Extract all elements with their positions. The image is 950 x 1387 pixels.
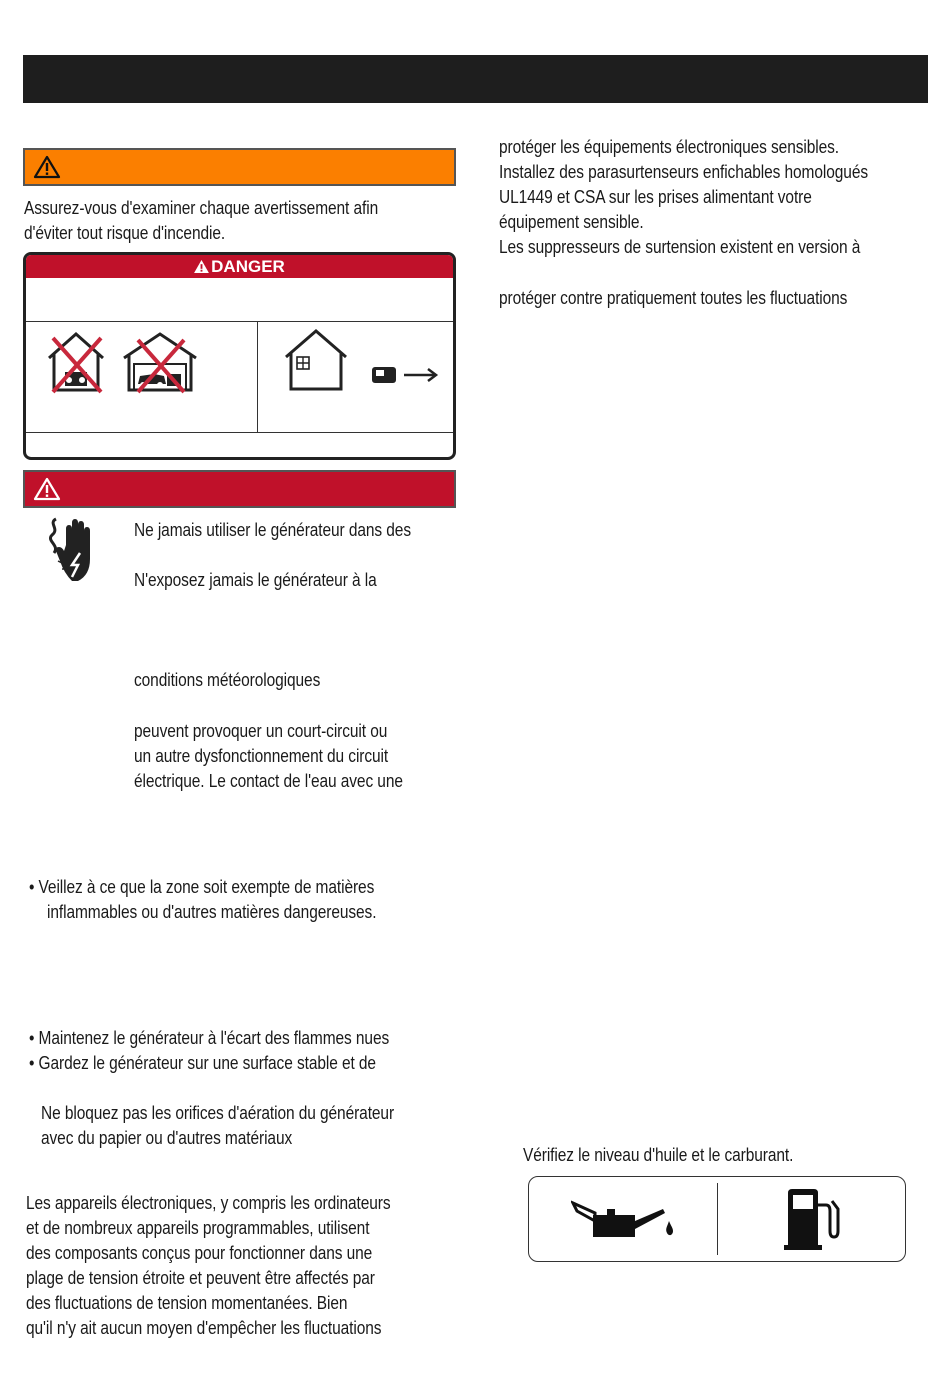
electronics-text-line: des composants conçus pour fonctionner dans une [26,1243,373,1263]
surge-text-line: équipement sensible. [499,212,644,232]
surge-text-line: Installez des parasurtenseurs enfichables homologués [499,162,868,182]
bullet-item-continued: inflammables ou d'autres matières dangereuses. [47,902,377,922]
vent-text-line: Ne bloquez pas les orifices d'aération du générateur [41,1103,395,1123]
check-text: Vérifiez le niveau d'huile et le carburant. [523,1145,794,1165]
surge-text-line: protéger les équipements électroniques sensibles. [499,137,839,157]
surge-text-line: UL1449 et CSA sur les prises alimentant votre [499,187,812,207]
danger-label: DANGER [211,257,285,276]
surge-text-line: Les suppresseurs de surtension existent en version à [499,237,861,257]
warning-triangle-icon [33,477,61,501]
danger-header [26,255,453,278]
warning-triangle-icon [194,260,209,273]
shock-text-line: Ne jamais utiliser le générateur dans des [134,520,411,540]
divider [717,1183,718,1255]
bullet-item: • Maintenez le générateur à l'écart des flammes nues [29,1028,390,1048]
vent-text-line: avec du papier ou d'autres matériaux [41,1128,293,1148]
caution-bar [23,148,456,186]
divider [26,432,453,433]
oil-fuel-check-panel [528,1176,906,1262]
electronics-text-line: qu'il n'y ait aucun moyen d'empêcher les fluctuations [26,1318,382,1338]
electric-shock-hand-icon [44,515,106,585]
electronics-text-line: des fluctuations de tension momentanées. Bien [26,1293,348,1313]
bullet-item: • Gardez le générateur sur une surface stable et de [29,1053,376,1073]
warning-bar [23,470,456,508]
warning-triangle-icon [33,155,61,179]
intro-line: d'éviter tout risque d'incendie. [24,223,226,243]
divider [257,321,258,432]
no-garage-icon [120,330,200,396]
intro-line: Assurez-vous d'examiner chaque avertissement afin [24,198,379,218]
outdoor-house-icon [282,327,350,393]
shock-text-line: N'exposez jamais le générateur à la [134,570,377,590]
divider [26,321,453,322]
danger-panel [23,252,456,460]
generator-arrow-icon [370,363,440,387]
shock-text-line: électrique. Le contact de l'eau avec une [134,771,403,791]
electronics-text-line: et de nombreux appareils programmables, utilisent [26,1218,370,1238]
no-indoor-house-icon [45,330,107,396]
electronics-text-line: plage de tension étroite et peuvent être affectés par [26,1268,375,1288]
fuel-pump-icon [784,1189,848,1251]
electronics-text-line: Les appareils électroniques, y compris les ordinateurs [26,1193,391,1213]
bullet-item: • Veillez à ce que la zone soit exempte de matières [29,877,375,897]
header-bar [23,55,928,103]
oil-can-icon [571,1199,681,1241]
shock-text-line: un autre dysfonctionnement du circuit [134,746,389,766]
shock-text-line: conditions météorologiques [134,670,321,690]
shock-text-line: peuvent provoquer un court-circuit ou [134,721,388,741]
surge-text-line: protéger contre pratiquement toutes les fluctuations [499,288,848,308]
